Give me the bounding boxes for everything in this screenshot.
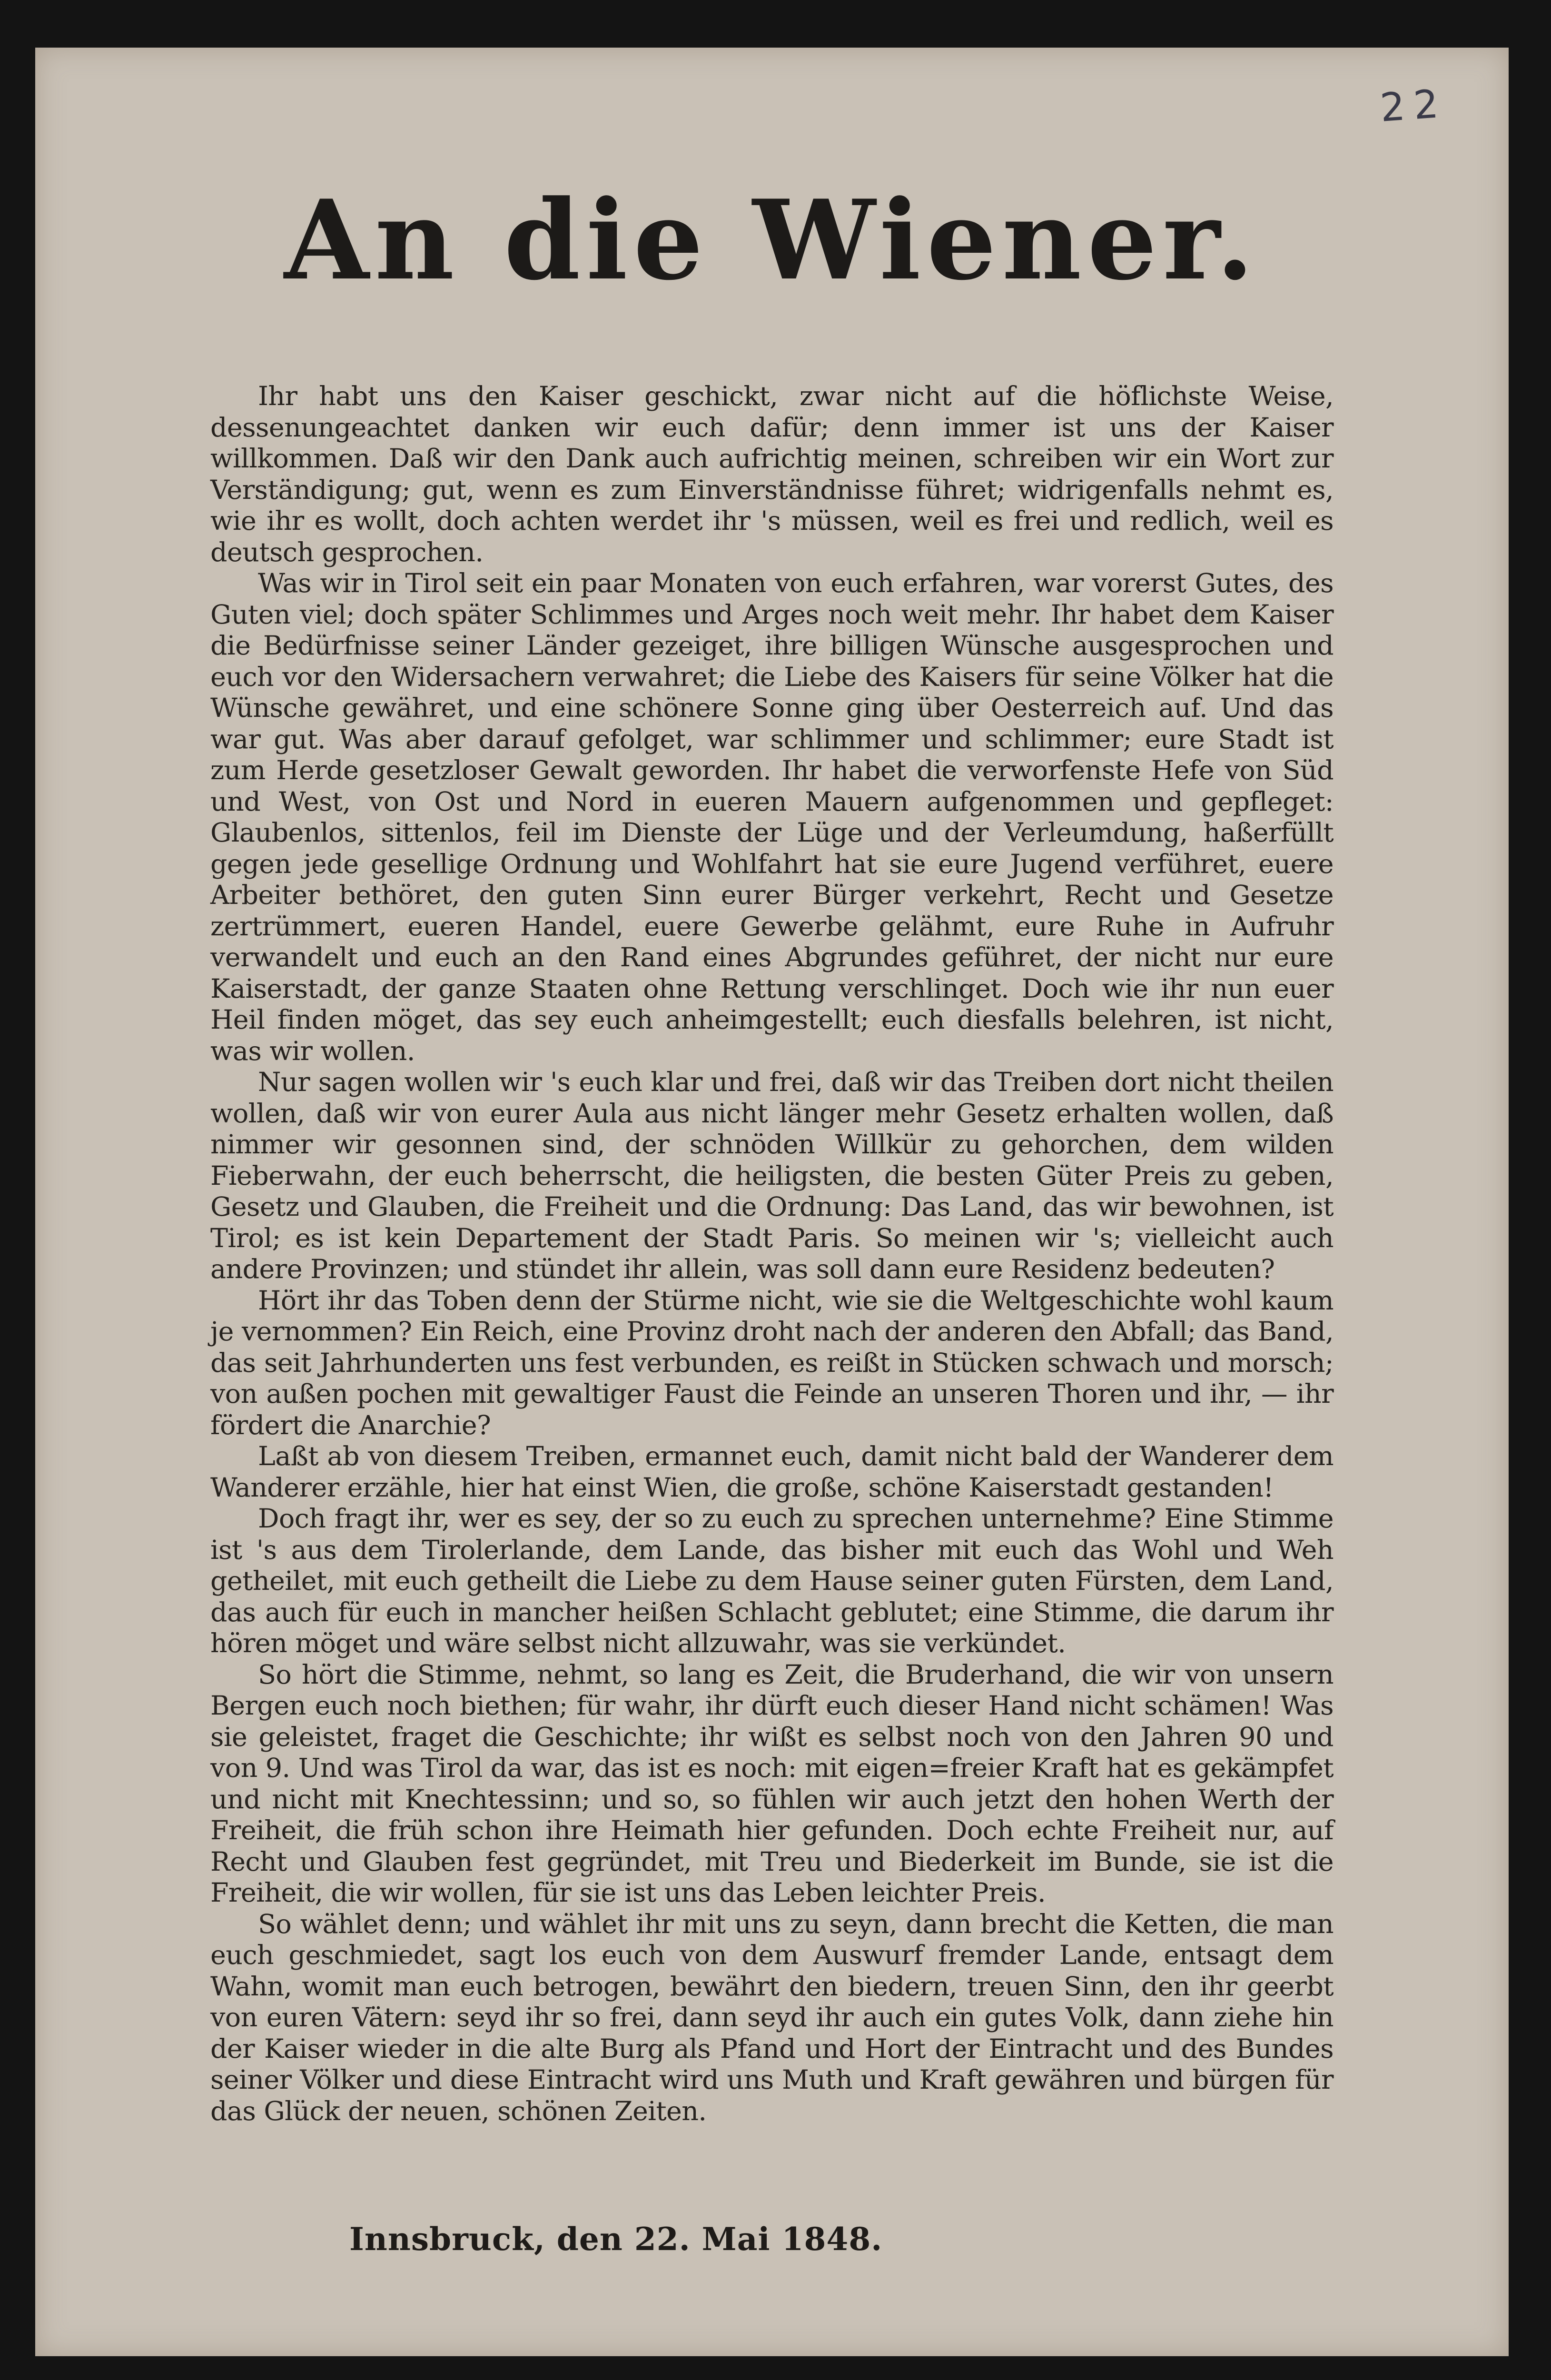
poster-body — [210, 381, 1334, 2127]
paragraph: Nur sagen wollen wir 's euch klar und frei, daß wir das Treiben dort nicht theilen wollen, daß wir von eurer Aula aus nicht länger mehr Gesetz erhalten wollen, daß nimmer wir gesonnen sind, der schnöden Willkür zu gehorchen, dem wilden Fieberwahn, der euch beherrscht, die heiligsten, die besten Güter Preis zu geben, Gesetz und Glauben, die Freiheit und die Ordnung: Das Land, das wir bewohnen, ist Tirol; es ist kein Departement der Stadt Paris. So meinen wir 's; vielleicht auch andere Provinzen; und stündet ihr allein, was soll dann eure Residenz bedeuten? — [210, 1067, 1334, 1285]
paragraph: Ihr habt uns den Kaiser geschickt, zwar nicht auf die höflichste Weise, dessenungeachtet danken wir euch dafür; denn immer ist uns der Kaiser willkommen. Daß wir den Dank auch aufrichtig meinen, schreiben wir ein Wort zur Verständigung; gut, wenn es zum Einverständnisse führet; widrigenfalls nehmt es, wie ihr es wollt, doch achten werdet ihr 's müssen, weil es frei und redlich, weil es deutsch gesprochen. — [210, 381, 1334, 568]
paragraph: Hört ihr das Toben denn der Stürme nicht, wie sie die Weltgeschichte wohl kaum je vernommen? Ein Reich, eine Provinz droht nach der anderen den Abfall; das Band, das seit Jahrhunderten uns fest verbunden, es reißt in Stücken schwach und morsch; von außen pochen mit gewaltiger Faust die Feinde an unseren Thoren und ihr, — ihr fördert die Anarchie? — [210, 1285, 1334, 1441]
dateline: Innsbruck, den 22. Mai 1848. — [349, 2221, 883, 2258]
archive-number: 22 — [1378, 81, 1449, 131]
poster-title: An die Wiener. — [284, 176, 1260, 305]
paragraph: So wählet denn; und wählet ihr mit uns zu seyn, dann brecht die Ketten, die man euch geschmiedet, sagt los euch von dem Auswurf fremder Lande, entsagt dem Wahn, womit man euch betrogen, bewährt den biedern, treuen Sinn, den ihr geerbt von euren Vätern: seyd ihr so frei, dann seyd ihr auch ein gutes Volk, dann ziehe hin der Kaiser wieder in die alte Burg als Pfand und Hort der Eintracht und des Bundes seiner Völker und diese Eintracht wird uns Muth und Kraft gewähren und bürgen für das Glück der neuen, schönen Zeiten. — [210, 1908, 1334, 2127]
paragraph: Was wir in Tirol seit ein paar Monaten von euch erfahren, war vorerst Gutes, des Guten viel; doch später Schlimmes und Arges noch weit mehr. Ihr habet dem Kaiser die Bedürfnisse seiner Länder gezeiget, ihre billigen Wünsche ausgesprochen und euch vor den Widersachern verwahret; die Liebe des Kaisers für seine Völker hat die Wünsche gewähret, und eine schönere Sonne ging über Oesterreich auf. Und das war gut. Was aber darauf gefolget, war schlimmer und schlimmer; eure Stadt ist zum Herde gesetzloser Gewalt geworden. Ihr habet die verworfenste Hefe von Süd und West, von Ost und Nord in eueren Mauern aufgenommen und gepfleget: Glaubenlos, sittenlos, feil im Dienste der Lüge und der Verleumdung, haßerfüllt gegen jede gesellige Ordnung und Wohlfahrt hat sie eure Jugend verführet, euere Arbeiter bethöret, den guten Sinn eurer Bürger verkehrt, Recht und Gesetze zertrümmert, eueren Handel, euere Gewerbe gelähmt, eure Ruhe in Aufruhr verwandelt und euch an den Rand eines Abgrundes geführet, der nicht nur eure Kaiserstadt, der ganze Staaten ohne Rettung verschlinget. Doch wie ihr nun euer Heil finden möget, das sey euch anheimgestellt; euch diesfalls belehren, ist nicht, was wir wollen. — [210, 568, 1334, 1067]
paragraph: So hört die Stimme, nehmt, so lang es Zeit, die Bruderhand, die wir von unsern Bergen euch noch biethen; für wahr, ihr dürft euch dieser Hand nicht schämen! Was sie geleistet, fraget die Geschichte; ihr wißt es selbst noch von den Jahren 90 und von 9. Und was Tirol da war, das ist es noch: mit eigen=freier Kraft hat es gekämpfet und nicht mit Knechtessinn; und so, so fühlen wir auch jetzt den hohen Werth der Freiheit, die früh schon ihre Heimath hier gefunden. Doch echte Freiheit nur, auf Recht und Glauben fest gegründet, mit Treu und Biederkeit im Bunde, sie ist die Freiheit, die wir wollen, für sie ist uns das Leben leichter Preis. — [210, 1659, 1334, 1908]
poster-sheet — [35, 48, 1509, 2356]
paragraph: Laßt ab von diesem Treiben, ermannet euch, damit nicht bald der Wanderer dem Wanderer erzähle, hier hat einst Wien, die große, schöne Kaiserstadt gestanden! — [210, 1441, 1334, 1503]
paragraph: Doch fragt ihr, wer es sey, der so zu euch zu sprechen unternehme? Eine Stimme ist 's aus dem Tirolerlande, dem Lande, das bisher mit euch das Wohl und Weh getheilet, mit euch getheilt die Liebe zu dem Hause seiner guten Fürsten, dem Land, das auch für euch in mancher heißen Schlacht geblutet; eine Stimme, die darum ihr hören möget und wäre selbst nicht allzuwahr, was sie verkündet. — [210, 1503, 1334, 1659]
